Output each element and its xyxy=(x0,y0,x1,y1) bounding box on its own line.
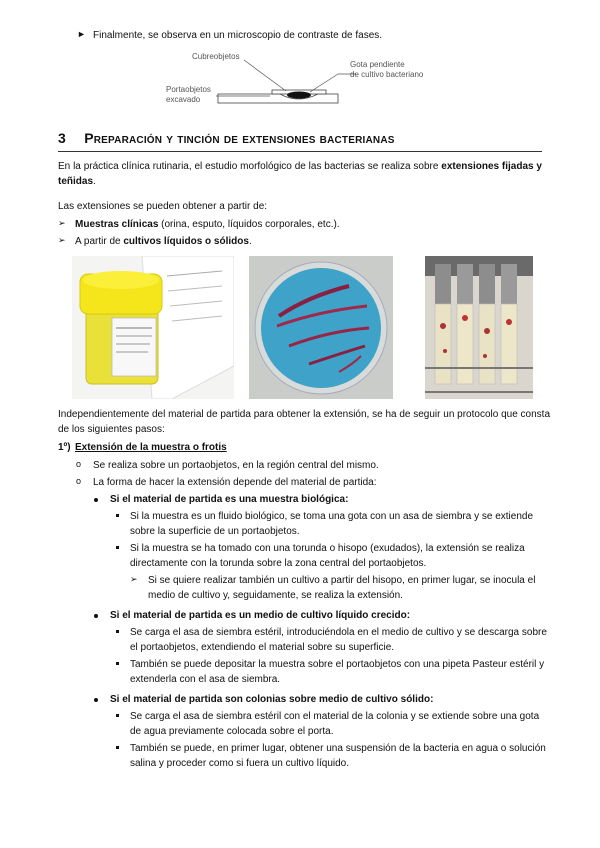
label-porta-2: excavado xyxy=(166,95,201,104)
step-1-item-2: La forma de hacer la extensión depende del material de partida: xyxy=(93,477,377,488)
drop-leader xyxy=(310,74,338,92)
culture-tubes-photo xyxy=(425,256,533,399)
paragraph-3-line-2: de los siguientes pasos: xyxy=(58,424,165,435)
case-2-title: Si el material de partida es un medio de cultivo líquido crecido: xyxy=(110,610,411,621)
paragraph-1-end: . xyxy=(93,176,96,187)
petri-dish-illustration xyxy=(249,256,393,399)
paragraph-2: Las extensiones se pueden obtener a partir de: xyxy=(58,201,268,212)
paragraph-1 xyxy=(58,159,542,189)
intro-bullet-text: Finalmente, se observa en un microscopio de contraste de fases. xyxy=(93,30,383,41)
arrow-bullet-icon: ➢ xyxy=(58,235,66,245)
case-3-title: Si el material de partida son colonias sobre medio de cultivo sólido: xyxy=(110,694,434,705)
case-3-item-1-line-1: Se carga el asa de siembra estéril con el material de la colonia y se extiende sobre una gota xyxy=(130,711,540,722)
paragraph-3-line-1: Independientemente del material de partida para obtener la extensión, se ha de seguir un protocolo que consta xyxy=(58,409,551,420)
culture-tubes-illustration xyxy=(425,256,533,399)
section-heading xyxy=(58,130,395,146)
urine-container-illustration xyxy=(72,256,234,399)
case-2-item-2-line-1: También se puede depositar la muestra sobre el portaobjetos con una pipeta Pasteur estéril y xyxy=(130,659,545,670)
case-1-item-1-line-2: sobre la superficie de un portaobjetos. xyxy=(130,526,300,537)
label-cubreobjetos: Cubreobjetos xyxy=(192,52,240,61)
section-rule xyxy=(58,151,542,152)
source-item-2: A partir de cultivos líquidos o sólidos. xyxy=(75,236,252,247)
dot-bullet-icon xyxy=(94,698,98,702)
circle-bullet-icon: o xyxy=(76,459,82,469)
case-1-sub-line-1: Si se quiere realizar también un cultivo a partir del hisopo, en primer lugar, se inocula el xyxy=(148,575,536,586)
step-1-number: 1º) xyxy=(58,442,71,453)
square-bullet-icon xyxy=(116,746,119,749)
arrow-bullet-icon: ➢ xyxy=(130,574,138,584)
case-1-item-1-line-1: Si la muestra es un fluido biológico, se toma una gota con un asa de siembra y se extiende xyxy=(130,511,534,522)
square-bullet-icon xyxy=(116,514,119,517)
dot-bullet-icon xyxy=(94,614,98,618)
section-title: Preparación y tinción de extensiones bacterianas xyxy=(84,130,395,146)
case-1-item-2-line-2: directamente con la torunda sobre la zona central del portaobjetos. xyxy=(130,558,427,569)
square-bullet-icon xyxy=(116,714,119,717)
dot-bullet-icon xyxy=(94,498,98,502)
coverslip-leader xyxy=(244,60,286,91)
label-gota-1: Gota pendiente xyxy=(350,60,405,69)
urine-container-photo xyxy=(72,256,234,399)
case-2-item-1-line-2: el portaobjetos, extendiendo el material sobre su superficie. xyxy=(130,642,395,653)
step-1-title: Extensión de la muestra o frotis xyxy=(75,442,227,453)
petri-dish-photo xyxy=(249,256,393,399)
drop-shape xyxy=(287,92,311,99)
hanging-drop-diagram xyxy=(160,48,450,110)
square-bullet-icon xyxy=(116,630,119,633)
case-1-item-2-line-1: Si la muestra se ha tomado con una torunda o hisopo (exudados), la extensión se realiza xyxy=(130,543,525,554)
label-porta-1: Portaobjetos xyxy=(166,85,211,94)
case-3-item-1-line-2: de agua previamente colocada sobre el porta. xyxy=(130,726,334,737)
case-2-item-2-line-2: extenderla con el asa de siembra. xyxy=(130,674,281,685)
case-3-item-2-line-2: salina y proceder como si fuera un cultivo líquido. xyxy=(130,758,350,769)
case-3-item-2-line-1: También se puede, en primer lugar, obtener una suspensión de la bacteria en agua o solución xyxy=(130,743,546,754)
paragraph-1-bold: extensiones fijadas y teñidas xyxy=(58,161,542,187)
label-gota-2: de cultivo bacteriano xyxy=(350,70,424,79)
arrow-bullet-icon: ► xyxy=(77,29,86,39)
arrow-bullet-icon: ➢ xyxy=(58,218,66,228)
square-bullet-icon xyxy=(116,546,119,549)
square-bullet-icon xyxy=(116,662,119,665)
case-2-item-1-line-1: Se carga el asa de siembra estéril, introduciéndola en el medio de cultivo y se descarga sobre xyxy=(130,627,547,638)
slide-shape xyxy=(218,94,338,103)
source-item-1: Muestras clínicas (orina, esputo, líquidos corporales, etc.). xyxy=(75,219,340,230)
paragraph-1-text: En la práctica clínica rutinaria, el estudio morfológico de las bacterias se realiza sobre xyxy=(58,161,442,172)
case-1-sub-line-2: medio de cultivo y, seguidamente, se realiza la extensión. xyxy=(148,590,403,601)
circle-bullet-icon: o xyxy=(76,476,82,486)
section-number: 3 xyxy=(58,130,66,146)
case-1-title: Si el material de partida es una muestra biológica: xyxy=(110,494,349,505)
step-1-item-1: Se realiza sobre un portaobjetos, en la región central del mismo. xyxy=(93,460,379,471)
